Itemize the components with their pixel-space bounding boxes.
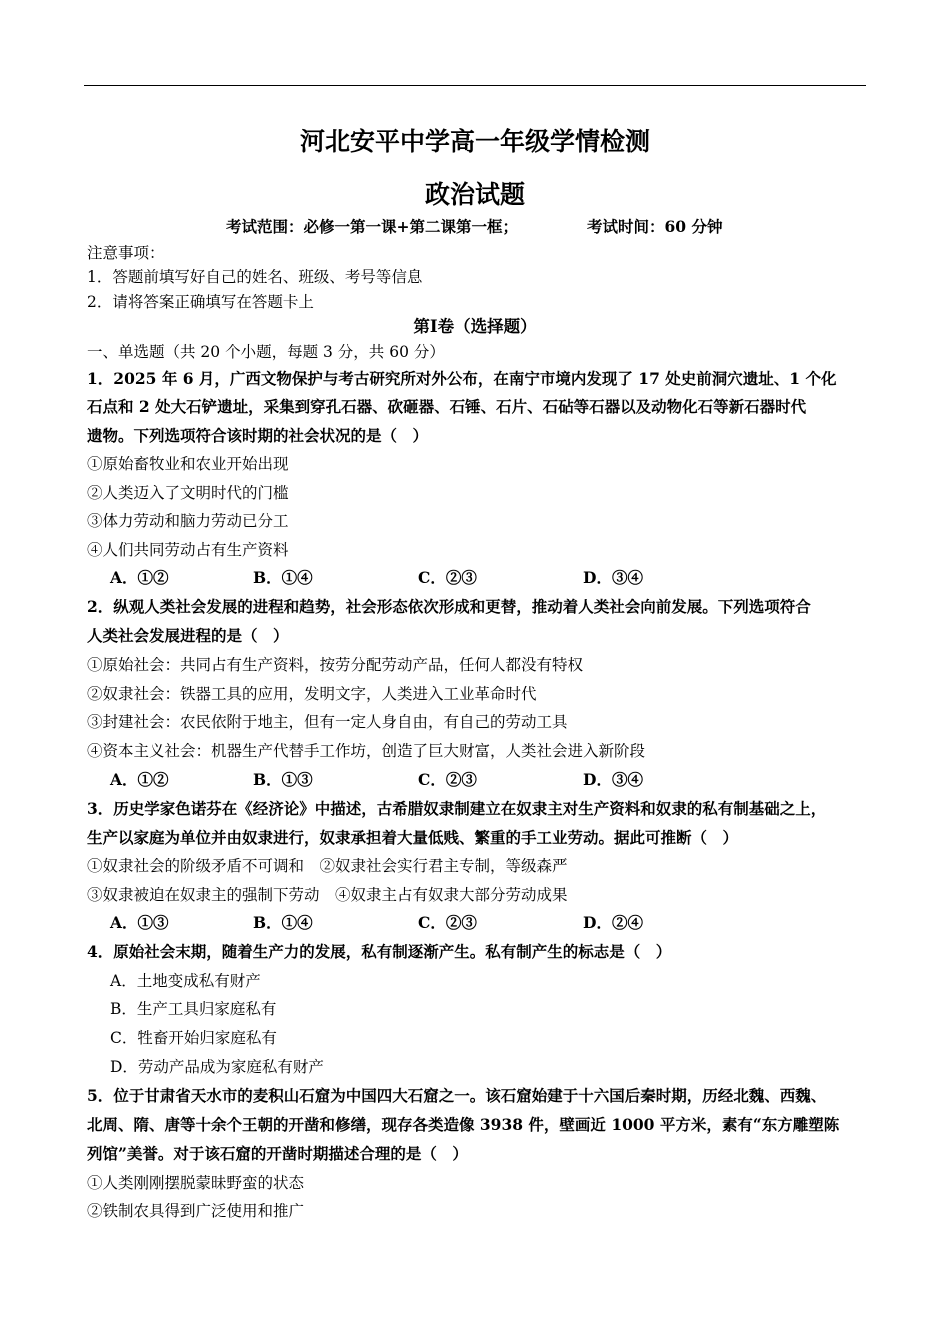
question-2-stem: 人类社会发展进程的是（ ） (87, 626, 289, 645)
option-a: A．①③ (110, 913, 169, 932)
statement: ①人类刚刚摆脱蒙昧野蛮的状态 (87, 1174, 305, 1192)
statement: ③体力劳动和脑力劳动已分工 (87, 512, 289, 530)
statement: ②人类迈入了文明时代的门槛 (87, 484, 289, 502)
exam-title: 河北安平中学高一年级学情检测 (299, 127, 650, 156)
option-c: C．②③ (418, 913, 477, 932)
question-3-stem: 生产以家庭为单位并由奴隶进行，奴隶承担着大量低贱、繁重的手工业劳动。据此可推断（ ） (87, 828, 739, 847)
statement: ②铁制农具得到广泛使用和推广 (87, 1202, 305, 1220)
option-d: D．③④ (583, 568, 643, 587)
option-b: B．①④ (253, 913, 313, 932)
option-c: C．②③ (418, 770, 477, 789)
question-2-stem: 2．纵观人类社会发展的进程和趋势，社会形态依次形成和更替，推动着人类社会向前发展。下列选项符合 (87, 597, 811, 616)
option-c: C．②③ (418, 568, 477, 587)
option-d: D．②④ (583, 913, 643, 932)
question-5-stem: 列馆”美誉。对于该石窟的开凿时期描述合理的是（ ） (87, 1144, 468, 1163)
option-b: B．①③ (253, 770, 313, 789)
statement: ④人们共同劳动占有生产资料 (87, 541, 289, 559)
note-item: 2．请将答案正确填写在答题卡上 (87, 293, 314, 311)
option-a: A．①② (110, 568, 169, 587)
question-3-stem: 3．历史学家色诺芬在《经济论》中描述，古希腊奴隶制建立在奴隶主对生产资料和奴隶的私有制基础之上， (87, 799, 827, 818)
part-heading: 一、单选题（共 20 个小题，每题 3 分，共 60 分） (87, 343, 445, 361)
option-d: D．③④ (583, 770, 643, 789)
exam-subtitle: 政治试题 (424, 180, 525, 209)
option-b: B．生产工具归家庭私有 (110, 1000, 277, 1018)
question-5-stem: 北周、隋、唐等十余个王朝的开凿和修缮，现存各类造像 3938 件，壁画近 1000 平方米，素有“东方雕塑陈 (87, 1115, 840, 1134)
question-1-stem: 石点和 2 处大石铲遗址，采集到穿孔石器、砍砸器、石锤、石片、石砧等石器以及动物化石等新石器时代 (87, 397, 807, 416)
exam-scope: 考试范围：必修一第一课+第二课第一框； (226, 217, 518, 236)
statement: ③封建社会：农民依附于地主，但有一定人身自由，有自己的劳动工具 (87, 713, 568, 731)
volume-heading: 第Ⅰ卷（选择题） (413, 317, 537, 336)
statement: ②奴隶社会：铁器工具的应用，发明文字，人类进入工业革命时代 (87, 685, 537, 703)
top-rule (84, 85, 866, 86)
statement: ①原始畜牧业和农业开始出现 (87, 455, 289, 473)
statement: ①奴隶社会的阶级矛盾不可调和 ②奴隶社会实行君主专制，等级森严 (87, 857, 568, 875)
notes-heading: 注意事项： (87, 244, 165, 262)
exam-time: 考试时间：60 分钟 (587, 217, 723, 236)
option-a: A．土地变成私有财产 (110, 972, 261, 990)
statement: ①原始社会：共同占有生产资料，按劳分配劳动产品，任何人都没有特权 (87, 656, 584, 674)
question-1-stem: 1．2025 年 6 月，广西文物保护与考古研究所对外公布，在南宁市境内发现了 17 处史前洞穴遗址、1 个化 (87, 369, 837, 388)
question-5-stem: 5．位于甘肃省天水市的麦积山石窟为中国四大石窟之一。该石窟始建于十六国后秦时期，历经北魏、西魏、 (87, 1086, 827, 1105)
question-1-stem: 遗物。下列选项符合该时期的社会状况的是（ ） (87, 426, 429, 445)
option-d: D．劳动产品成为家庭私有财产 (110, 1058, 324, 1076)
statement: ③奴隶被迫在奴隶主的强制下劳动 ④奴隶主占有奴隶大部分劳动成果 (87, 886, 568, 904)
note-item: 1．答题前填写好自己的姓名、班级、考号等信息 (87, 268, 423, 286)
option-c: C．牲畜开始归家庭私有 (110, 1029, 277, 1047)
option-b: B．①④ (253, 568, 313, 587)
option-a: A．①② (110, 770, 169, 789)
statement: ④资本主义社会：机器生产代替手工作坊，创造了巨大财富，人类社会进入新阶段 (87, 742, 646, 760)
question-4-stem: 4．原始社会末期，随着生产力的发展，私有制逐渐产生。私有制产生的标志是（ ） (87, 942, 672, 961)
